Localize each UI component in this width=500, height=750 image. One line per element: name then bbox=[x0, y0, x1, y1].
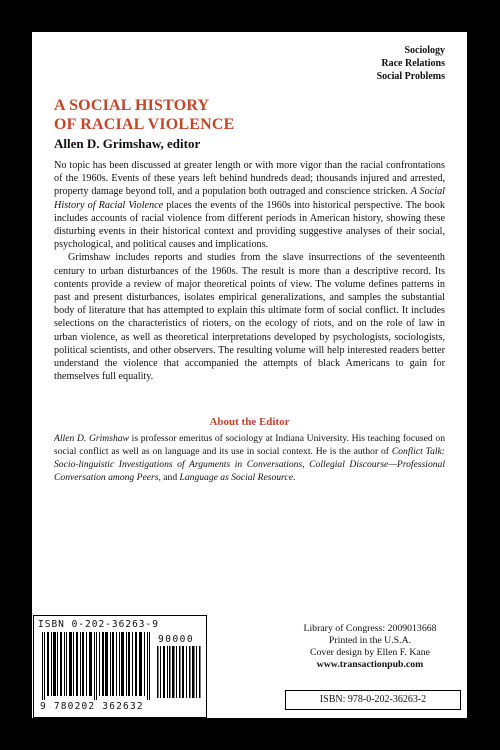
isbn13-box: ISBN: 978-0-202-36263-2 bbox=[285, 690, 461, 710]
subject-categories bbox=[377, 44, 445, 83]
description-p1-title: A Social History of Racial Violence bbox=[54, 186, 445, 211]
about-book-3: Language as Social Resource bbox=[179, 472, 293, 483]
cover-credit: Cover design by Ellen F. Kane bbox=[309, 647, 431, 658]
editor-credit: Allen D. Grimshaw, editor bbox=[54, 136, 201, 151]
subject-social-problems: Social Problems bbox=[376, 71, 445, 82]
publisher-info bbox=[280, 623, 460, 671]
price-code: 90000 bbox=[158, 634, 195, 645]
back-cover bbox=[32, 32, 467, 718]
book-title bbox=[54, 96, 235, 134]
subject-race-relations: Race Relations bbox=[381, 58, 445, 69]
barcode-block bbox=[33, 615, 207, 718]
about-editor bbox=[54, 432, 445, 484]
printed-in: Printed in the U.S.A. bbox=[328, 635, 412, 646]
about-book-1: Conflict Talk: Socio-linguistic Investigations of Arguments in Conversations bbox=[54, 446, 446, 470]
title-line-2: OF RACIAL VIOLENCE bbox=[54, 116, 235, 133]
about-separator-2: , and bbox=[158, 472, 180, 483]
about-name: Allen D. Grimshaw bbox=[54, 433, 129, 444]
about-text: is professor emeritus of sociology at Indiana University. His teaching focused on social conflict as well as on language and its use in social context. He is the author of bbox=[54, 433, 445, 457]
isbn10-label: ISBN 0-202-36263-9 bbox=[38, 619, 159, 630]
publisher-url: www.transactionpub.com bbox=[316, 659, 424, 670]
ean-digits: 9 780202 362632 bbox=[40, 701, 144, 712]
description-p1-end: places the events of the 1960s into historical perspective. The book includes accounts of racial violence from different periods in American history, showing these disturbing events in their historical context and providing suggestive analyses of their social, psychological, and political causes and implications. bbox=[54, 199, 445, 251]
about-separator-1: , bbox=[302, 459, 310, 470]
about-book-2: Collegial Discourse—Professional Conversation among Peers bbox=[54, 459, 445, 483]
description bbox=[54, 159, 445, 383]
subject-sociology: Sociology bbox=[404, 45, 445, 56]
isbn-barcode bbox=[42, 632, 152, 700]
description-p1-start: No topic has been discussed at greater length or with more vigor than the racial confrontations of the 1960s. Events of these years left behind hundreds dead; thousands injured and arrested, property damage beyond toll, and a population both outraged and conscience stricken. bbox=[54, 160, 445, 198]
about-editor-heading: About the Editor bbox=[209, 416, 290, 428]
about-editor-paragraph bbox=[54, 432, 445, 484]
description-paragraph-2: Grimshaw includes reports and studies from the slave insurrections of the seventeenth century to urban disturbances of the 1960s. The result is more than a descriptive record. Its contents provide a review of major theoretical points of view. The volume defines patterns in past and present disturbances, isolates empirical generalizations, and samples the substantial body of literature that has attempted to explain this ultimate form of social conflict. It includes selections on the characteristics of rioters, on the ecology of riots, and on the role of law in urban violence, as well as theoretical interpretations developed by psychologists, sociologists, political scientists, and other observers. The resulting volume will help interested readers better understand the violence that accompanied the attempts of black Americans to gain for themselves full equality. bbox=[54, 252, 445, 383]
title-line-1: A SOCIAL HISTORY bbox=[54, 97, 210, 114]
loc-number: Library of Congress: 2009013668 bbox=[303, 623, 437, 634]
description-paragraph-1 bbox=[54, 159, 445, 251]
about-end: . bbox=[292, 472, 296, 483]
price-barcode bbox=[156, 646, 202, 698]
